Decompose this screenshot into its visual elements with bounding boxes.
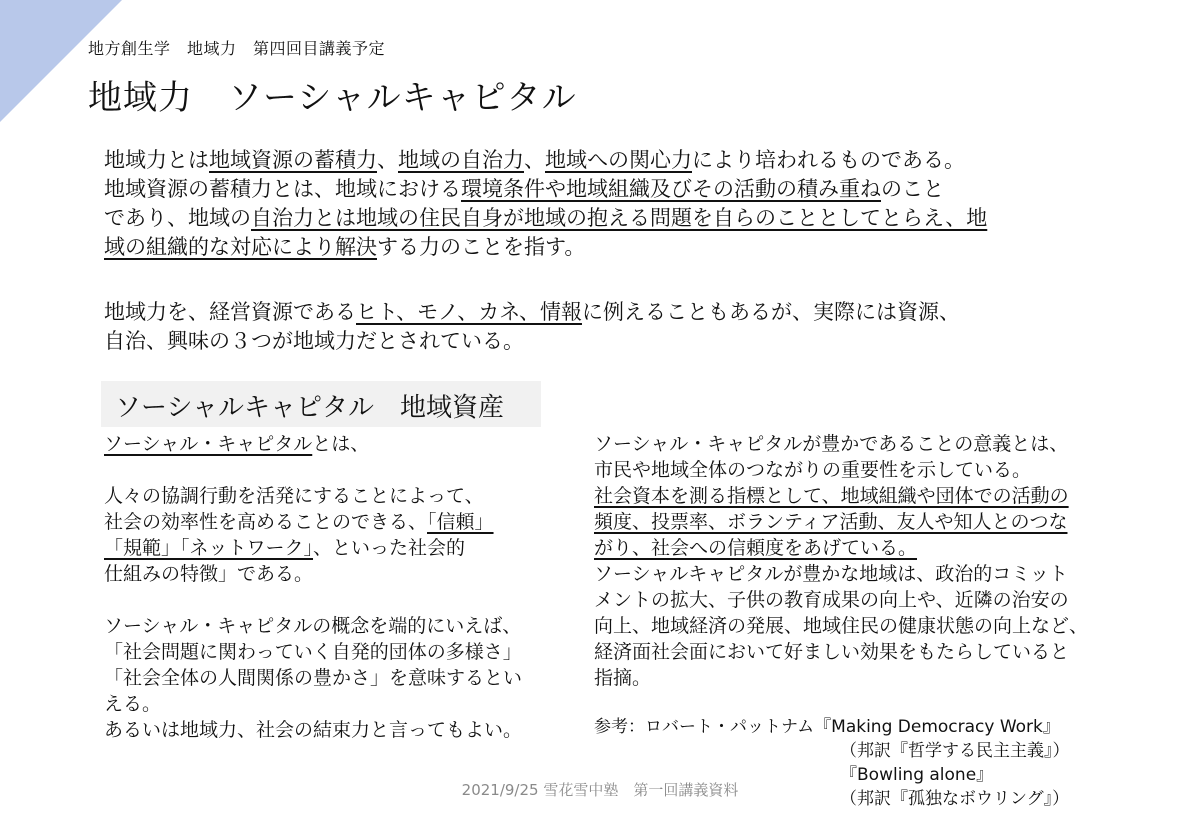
left-line: [104, 717, 574, 743]
underlined-phrase: ヒト、モノ、カネ、情報: [356, 300, 582, 324]
text-segment: ソーシャル・キャピタルが豊かであることの意義とは、: [594, 433, 1069, 455]
text-segment: 向上、地域経済の発展、地域住民の健康状態の向上など、: [594, 615, 1089, 637]
text-segment: に例えることもあるが、実際には資源、: [581, 300, 960, 324]
right-line: [594, 509, 1164, 535]
text-segment: する力のことを指す。: [377, 235, 586, 259]
text-segment: ソーシャル・キャピタルの概念を端的にいえば、: [104, 615, 522, 637]
left-line: [104, 691, 574, 717]
intro-paragraph-line: [104, 233, 1124, 262]
text-segment: 、: [377, 148, 398, 172]
underlined-phrase: 環境条件や地域組織及びその活動の積み重ね: [461, 177, 881, 201]
intro-paragraph-line: [104, 327, 1124, 356]
underlined-phrase: がり、社会への信頼度をあげている。: [594, 537, 918, 559]
underlined-phrase: 社会資本を測る指標として、地域組織や団体での活動の: [594, 485, 1069, 507]
text-segment: ソーシャルキャピタルが豊かな地域は、政治的コミット: [594, 563, 1068, 585]
underlined-phrase: 「信頼」: [427, 511, 494, 533]
text-segment: あるいは地域力、社会の結束力と言ってもよい。: [104, 719, 523, 741]
text-segment: 地域力とは: [104, 148, 209, 172]
right-column: [594, 431, 1164, 691]
reference-line: 『Bowling alone』: [840, 765, 994, 785]
underlined-phrase: 域の組織的な対応により解決: [104, 235, 377, 259]
right-line: [594, 561, 1164, 587]
text-segment: 経済面社会面において好ましい効果をもたらしていると: [594, 641, 1070, 663]
text-segment: 自治、興味の３つが地域力だとされている。: [104, 329, 524, 353]
left-line: [104, 483, 574, 509]
text-segment: 「社会問題に関わっていく自発的団体の多様さ」: [104, 641, 522, 663]
reference-line: （邦訳『哲学する民主主義』）: [840, 741, 1070, 761]
underlined-phrase: 地域資源の蓄積力: [209, 148, 377, 172]
left-line: [104, 535, 574, 561]
left-line: [104, 613, 574, 639]
text-segment: のこと: [881, 177, 944, 201]
section-heading: ソーシャルキャピタル 地域資産: [115, 393, 504, 423]
right-line: [594, 639, 1164, 665]
footer-text: 2021/9/25 雪花雪中塾 第一回講義資料: [461, 781, 739, 799]
text-segment: 人々の協調行動を活発にすることによって、: [104, 485, 484, 507]
text-segment: える。: [104, 693, 162, 715]
underlined-phrase: 自治力とは地域の住民自身が地域の抱える問題を自らのこととしてとらえ、地: [251, 206, 988, 230]
right-line: [594, 431, 1164, 457]
intro-paragraph-line: [104, 204, 1124, 233]
text-segment: であり、地域の: [104, 206, 251, 230]
section-heading-box: [101, 381, 541, 427]
page-title: 地域力 ソーシャルキャピタル: [88, 78, 577, 118]
right-line: [594, 613, 1164, 639]
text-segment: とは、: [312, 433, 370, 455]
text-segment: 仕組みの特徴」である。: [104, 563, 314, 585]
left-line: [104, 509, 574, 535]
breadcrumb: 地方創生学 地域力 第四回目講義予定: [88, 39, 386, 58]
footer: [0, 779, 1200, 800]
right-line: [594, 535, 1164, 561]
left-column: [104, 431, 574, 743]
reference-line: 参考：ロバート・パットナム『Making Democracy Work』: [594, 717, 1060, 737]
right-line: [594, 665, 1164, 691]
underlined-phrase: 「規範」「ネットワーク」: [104, 537, 314, 559]
text-segment: により培われるものである。: [692, 148, 965, 172]
left-line: [104, 639, 574, 665]
text-segment: 、といった社会的: [313, 537, 466, 559]
underlined-phrase: 地域への関心力: [545, 148, 692, 172]
text-segment: 地域力を、経営資源である: [104, 300, 356, 324]
text-segment: 、: [524, 148, 545, 172]
left-line: [104, 561, 574, 587]
text-segment: 地域資源の蓄積力とは、地域における: [104, 177, 461, 201]
intro-text: [104, 146, 1124, 356]
text-segment: 指摘。: [594, 667, 652, 689]
left-line: [104, 431, 574, 457]
text-segment: 社会の効率性を高めることのできる、: [104, 511, 428, 533]
intro-paragraph-line: [104, 175, 1124, 204]
intro-paragraph-line: [104, 298, 1124, 327]
text-segment: 市民や地域全体のつながりの重要性を示している。: [594, 459, 1032, 481]
underlined-phrase: ソーシャル・キャピタル: [104, 433, 313, 455]
right-line: [594, 483, 1164, 509]
reference-line: （邦訳『孤独なボウリング』）: [840, 789, 1070, 809]
intro-paragraph-line: [104, 146, 1124, 175]
right-line: [594, 457, 1164, 483]
underlined-phrase: 地域の自治力: [398, 148, 524, 172]
text-segment: メントの拡大、子供の教育成果の向上や、近隣の治安の: [594, 589, 1069, 611]
underlined-phrase: 頻度、投票率、ボランティア活動、友人や知人とのつな: [594, 511, 1068, 533]
right-line: [594, 587, 1164, 613]
text-segment: 「社会全体の人間関係の豊かさ」を意味するとい: [104, 667, 523, 689]
left-line: [104, 665, 574, 691]
